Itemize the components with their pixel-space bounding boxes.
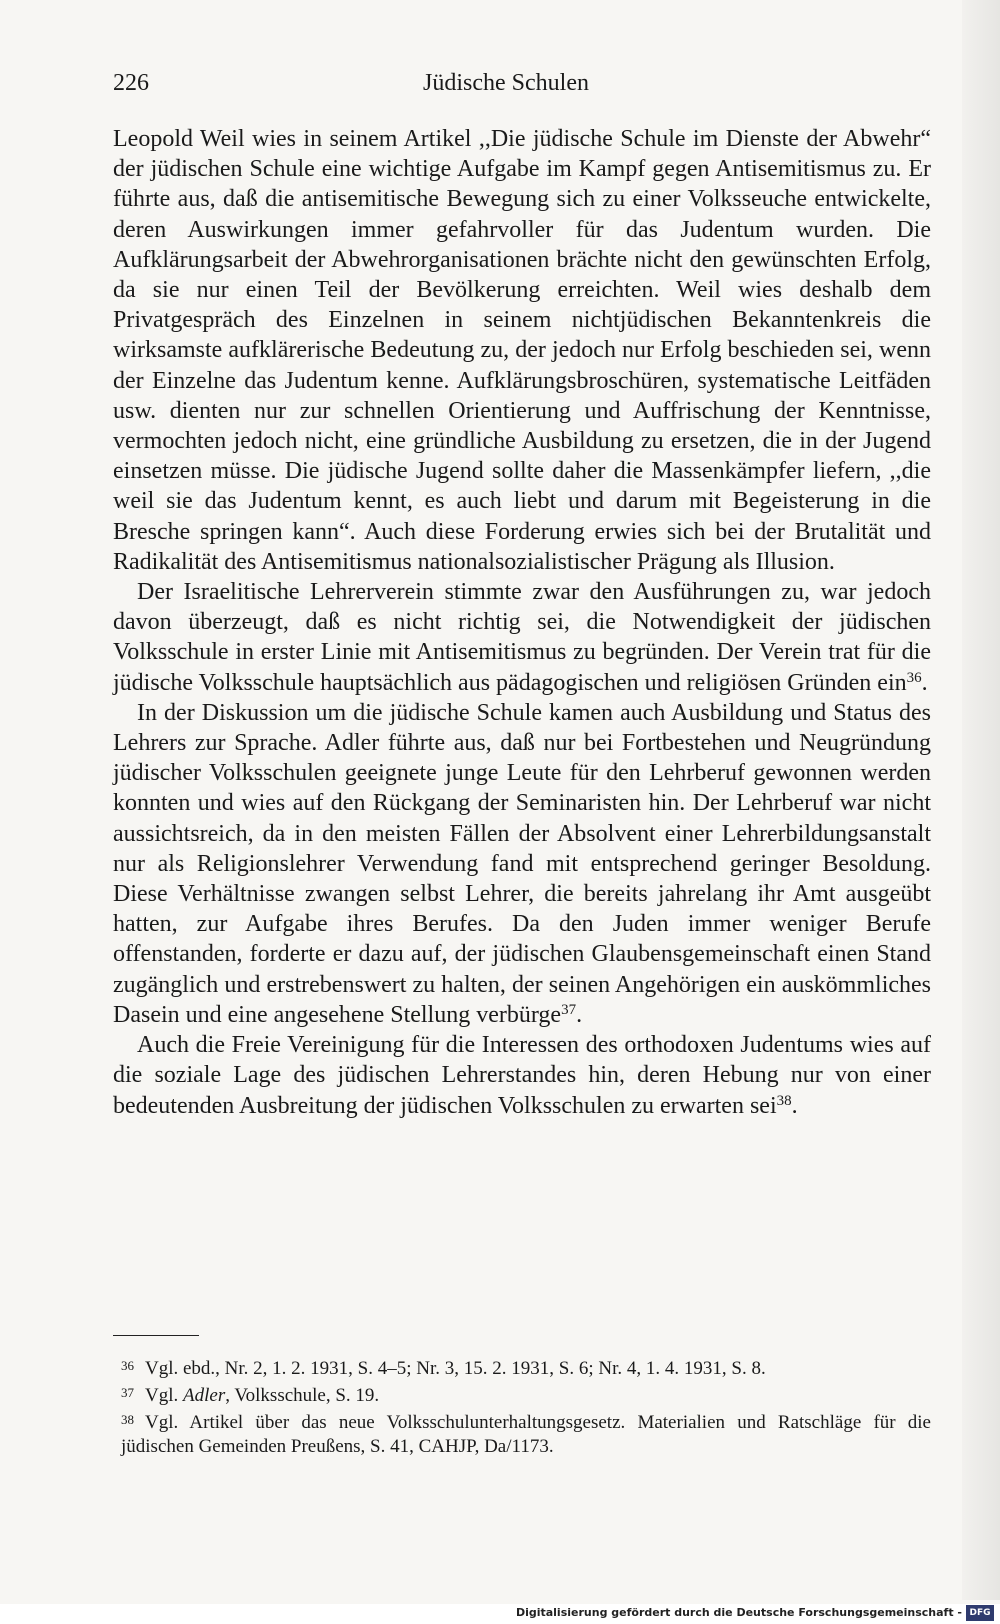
footnote xyxy=(113,1354,931,1381)
footnote-text: Vgl. ebd., Nr. 2, 1. 2. 1931, S. 4–5; Nr. 3, 15. 2. 1931, S. 6; Nr. 4, 1. 4. 1931, S. 8. xyxy=(145,1358,766,1379)
dfg-logo: DFG xyxy=(966,1605,994,1621)
paragraph-text: Der Israelitische Lehrerverein stimmte zwar den Ausführungen zu, war jedoch davon überzeugt, daß es nicht richtig sei, die Notwendigkeit der jüdischen Volksschule in erster Linie mit Antisemitismus zu begründen. Der Verein trat für die jüdische Volksschule hauptsächlich aus pädagogischen und religiösen Gründen ein xyxy=(113,579,931,696)
footnote-number: 38 xyxy=(121,1412,134,1427)
footnote-ref[interactable]: 38 xyxy=(776,1092,792,1109)
footnotes xyxy=(113,1354,931,1459)
page-gutter-shadow xyxy=(962,0,1000,1600)
footnote-author: Adler xyxy=(183,1385,226,1406)
paragraph-text: In der Diskussion um die jüdische Schule kamen auch Ausbildung und Status des Lehrers zur Sprache. Adler führte aus, daß nur bei Fortbestehen und Neugründung jüdischer Volksschulen geeignete junge Leute für den Lehrberuf gewonnen werden konnten und wies auf den Rückgang der Seminaristen hin. Der Lehrberuf war nicht aussichtsreich, da in den meisten Fällen der Absolvent einer Lehrerbildungsanstalt nur als Religionslehrer Verwendung fand mit entsprechend geringer Besoldung. Diese Verhältnisse zwangen selbst Lehrer, die bereits jahrelang ihr Amt ausgeübt hatten, zur Aufgabe ihres Berufes. Da den Juden immer weniger Berufe offenstanden, forderte er dazu auf, der jüdischen Glaubensgemeinschaft einen Stand zugänglich und erstrebenswert zu halten, der seinen Angehörigen ein auskömmliches Dasein und eine angesehene Stellung verbürge xyxy=(113,699,931,1028)
body-text xyxy=(113,124,931,1121)
paragraph xyxy=(113,698,931,1030)
paragraph xyxy=(113,124,931,577)
footnote-ref[interactable]: 37 xyxy=(561,1001,577,1018)
footnote-text: Vgl. Artikel über das neue Volksschulunterhaltungsgesetz. Materialien und Ratschläge für die jüdischen Gemeinden Preußens, S. 41, CAHJP, Da/1173. xyxy=(121,1412,931,1457)
footnote-number: 37 xyxy=(121,1385,134,1400)
footnote xyxy=(113,1408,931,1459)
paragraph-end: . xyxy=(921,669,928,696)
paragraph-text: Leopold Weil wies in seinem Artikel ,,Die jüdische Schule im Dienste der Abwehr“ der jüdischen Schule eine wichtige Aufgabe im Kampf gegen Antisemitismus zu. Er führte aus, daß die antisemitische Bewegung sich zu einer Volksseuche entwickelte, deren Auswirkungen immer gefahrvoller für das Judentum wurden. Die Aufklärungsarbeit der Abwehrorganisationen brächte nicht den gewünschten Erfolg, da sie nur einen Teil der Bevölkerung erreichten. Weil wies deshalb dem Privatgespräch des Einzelnen in seinem nichtjüdischen Bekanntenkreis die wirksamste aufklärerische Bedeutung zu, der jedoch nur Erfolg beschieden sei, wenn der Einzelne das Judentum kenne. Aufklärungsbroschüren, systematische Leitfäden usw. dienten nur zur schnellen Orientierung und Auffrischung der Kenntnisse, vermochten jedoch nicht, eine gründliche Ausbildung zu ersetzen, die in der Jugend einsetzen müsse. Die jüdische Jugend sollte daher die Massenkämpfer liefern, ,,die weil sie das Judentum kennt, es auch liebt und darum mit Begeisterung in die Bresche springen kann“. Auch diese Forderung erwies sich bei der Brutalität und Radikalität des Antisemitismus nationalsozialistischer Prägung als Illusion. xyxy=(113,126,931,575)
footnote-text: , Volksschule, S. 19. xyxy=(225,1385,380,1406)
footnote-divider xyxy=(113,1335,199,1336)
running-head: Jüdische Schulen xyxy=(423,70,589,96)
footnote-text: Vgl. xyxy=(145,1385,183,1406)
paragraph-end: . xyxy=(576,1001,583,1028)
paragraph-end: . xyxy=(791,1092,798,1119)
footnote-number: 36 xyxy=(121,1358,134,1373)
digitization-credit: Digitalisierung gefördert durch die Deutsche Forschungsgemeinschaft - xyxy=(515,1606,962,1619)
paragraph-text: Auch die Freie Vereinigung für die Interessen des orthodoxen Judentums wies auf die soziale Lage des jüdischen Lehrerstandes hin, deren Hebung nur von einer bedeutenden Ausbreitung der jüdischen Volksschulen zu erwarten sei xyxy=(113,1032,931,1119)
paragraph xyxy=(113,1030,931,1121)
page-number: 226 xyxy=(113,70,149,96)
paragraph xyxy=(113,577,931,698)
footnote xyxy=(113,1381,931,1408)
digitization-credit-bar xyxy=(0,1604,1000,1624)
footnote-ref[interactable]: 36 xyxy=(906,669,922,686)
page-header xyxy=(113,70,933,106)
